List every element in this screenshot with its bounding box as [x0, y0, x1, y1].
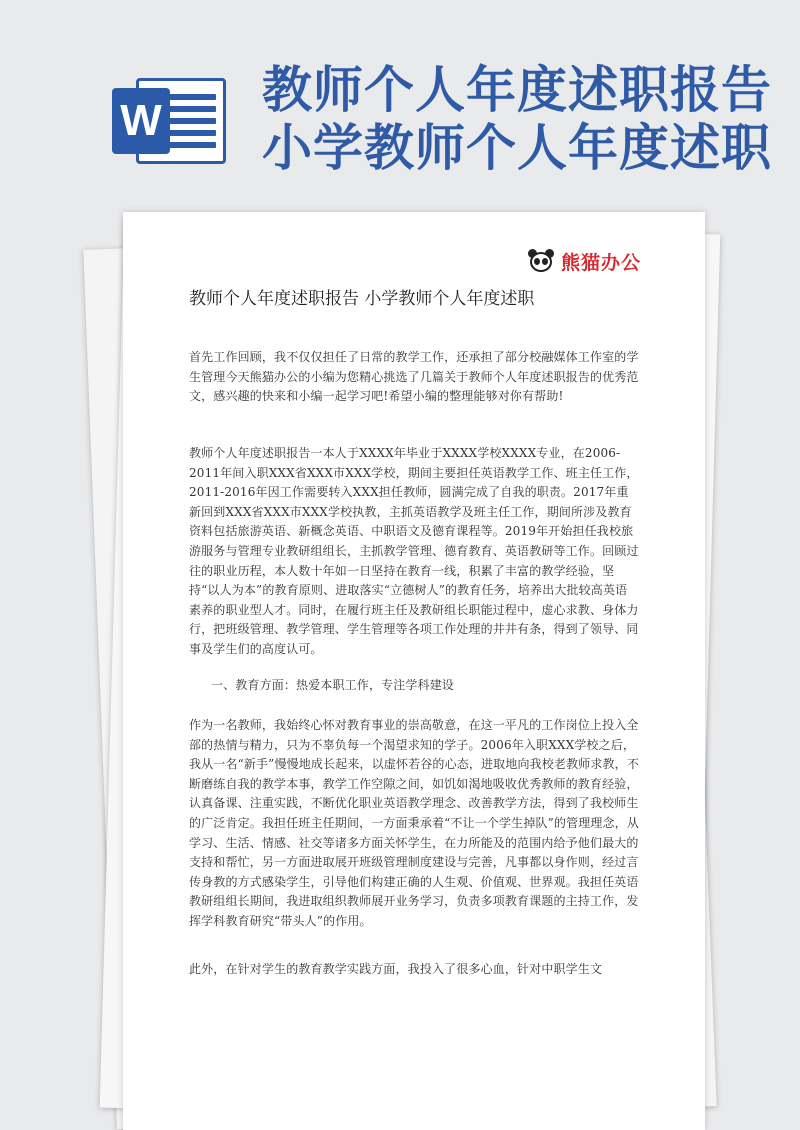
- paragraph-education: [189, 716, 639, 932]
- paragraph-text: 作为一名教师，我始终心怀对教育事业的崇高敬意，在这一平凡的工作岗位上投入全部的热情与精力，只为不辜负每一个渴望求知的学子。2006年入职XXX学校之后，我从一名“新手”慢慢地成长起来，以虚怀若谷的心态，进取地向我校老教师求教，不断磨练自我的教学本事，教学工作空隙之间，如饥如渴地吸收优秀教师的教育经验，认真备课、注重实践，不断优化职业英语教学理念、改善教学方法，得到了我校师生的广泛肯定。我担任班主任期间，一方面秉承着“不让一个学生掉队”的管理理念，从学习、生活、情感、社交等诸多方面关怀学生，在力所能及的范围内给予他们最大的支持和帮忙，另一方面进取展开班级管理制度建设与完善，凡事都以身作则，经过言传身教的方式感染学生，引导他们构建正确的人生观、价值观、世界观。我担任英语教研组组长期间，我进取组织教师展开业务学习，负责多项教育课题的主持工作，发挥学科教育研究“带头人”的作用。: [189, 718, 639, 928]
- paragraph-text: 首先工作回顾，我不仅仅担任了日常的教学工作，还承担了部分校融媒体工作室的学生管理今天熊猫办公的小编为您精心挑选了几篇关于教师个人年度述职报告的优秀范文，感兴趣的快来和小编一起学习吧!希望小编的整理能够对你有帮助!: [189, 350, 639, 404]
- document-page: [123, 212, 705, 1130]
- banner: [0, 0, 800, 210]
- banner-title-line2: 小学教师个人年度述职: [262, 119, 772, 177]
- paragraph-intro: [189, 348, 639, 407]
- banner-title-line1: 教师个人年度述职报告: [262, 61, 772, 119]
- paragraph-practice: [189, 960, 639, 980]
- paragraph-text: 此外，在针对学生的教育教学实践方面，我投入了很多心血，针对中职学生文: [189, 962, 603, 976]
- brand-logo: [527, 246, 641, 276]
- document-title: 教师个人年度述职报告 小学教师个人年度述职: [189, 289, 535, 309]
- text-lines-icon: [164, 94, 216, 154]
- section-heading: [211, 676, 631, 696]
- paragraph-background: [189, 444, 639, 660]
- panda-icon: [527, 247, 555, 275]
- paragraph-text: 教师个人年度述职报告一本人于XXXX年毕业于XXXX学校XXXX专业，在2006-2011年间入职XXX省XXX市XXX学校，期间主要担任英语教学工作、班主任工作，2011-2016年因工作需要转入XXX担任教师，圆满完成了自我的职责。2017年重新回到XXX省XXX市XXX学校执教，主抓英语教学及班主任工作，期间所涉及教育资料包括旅游英语、新概念英语、中职语文及德育课程等。2019年开始担任我校旅游服务与管理专业教研组组长，主抓教学管理、德育教育、英语教研等工作。回顾过往的职业历程，本人数十年如一日坚持在教育一线，积累了丰富的教学经验，坚持“以人为本”的教育原则、进取落实“立德树人”的教育任务，培养出大批较高英语素养的职业型人才。同时，在履行班主任及教研组长职能过程中，虚心求教、身体力行，把班级管理、教学管理、学生管理等各项工作处理的井井有条，得到了领导、同事及学生们的高度认可。: [189, 446, 639, 656]
- word-letter-badge: W: [112, 88, 170, 154]
- brand-name: 熊猫办公: [561, 251, 642, 274]
- word-document-icon: [112, 72, 232, 168]
- heading-text: 一、教育方面：热爱本职工作，专注学科建设: [211, 678, 455, 692]
